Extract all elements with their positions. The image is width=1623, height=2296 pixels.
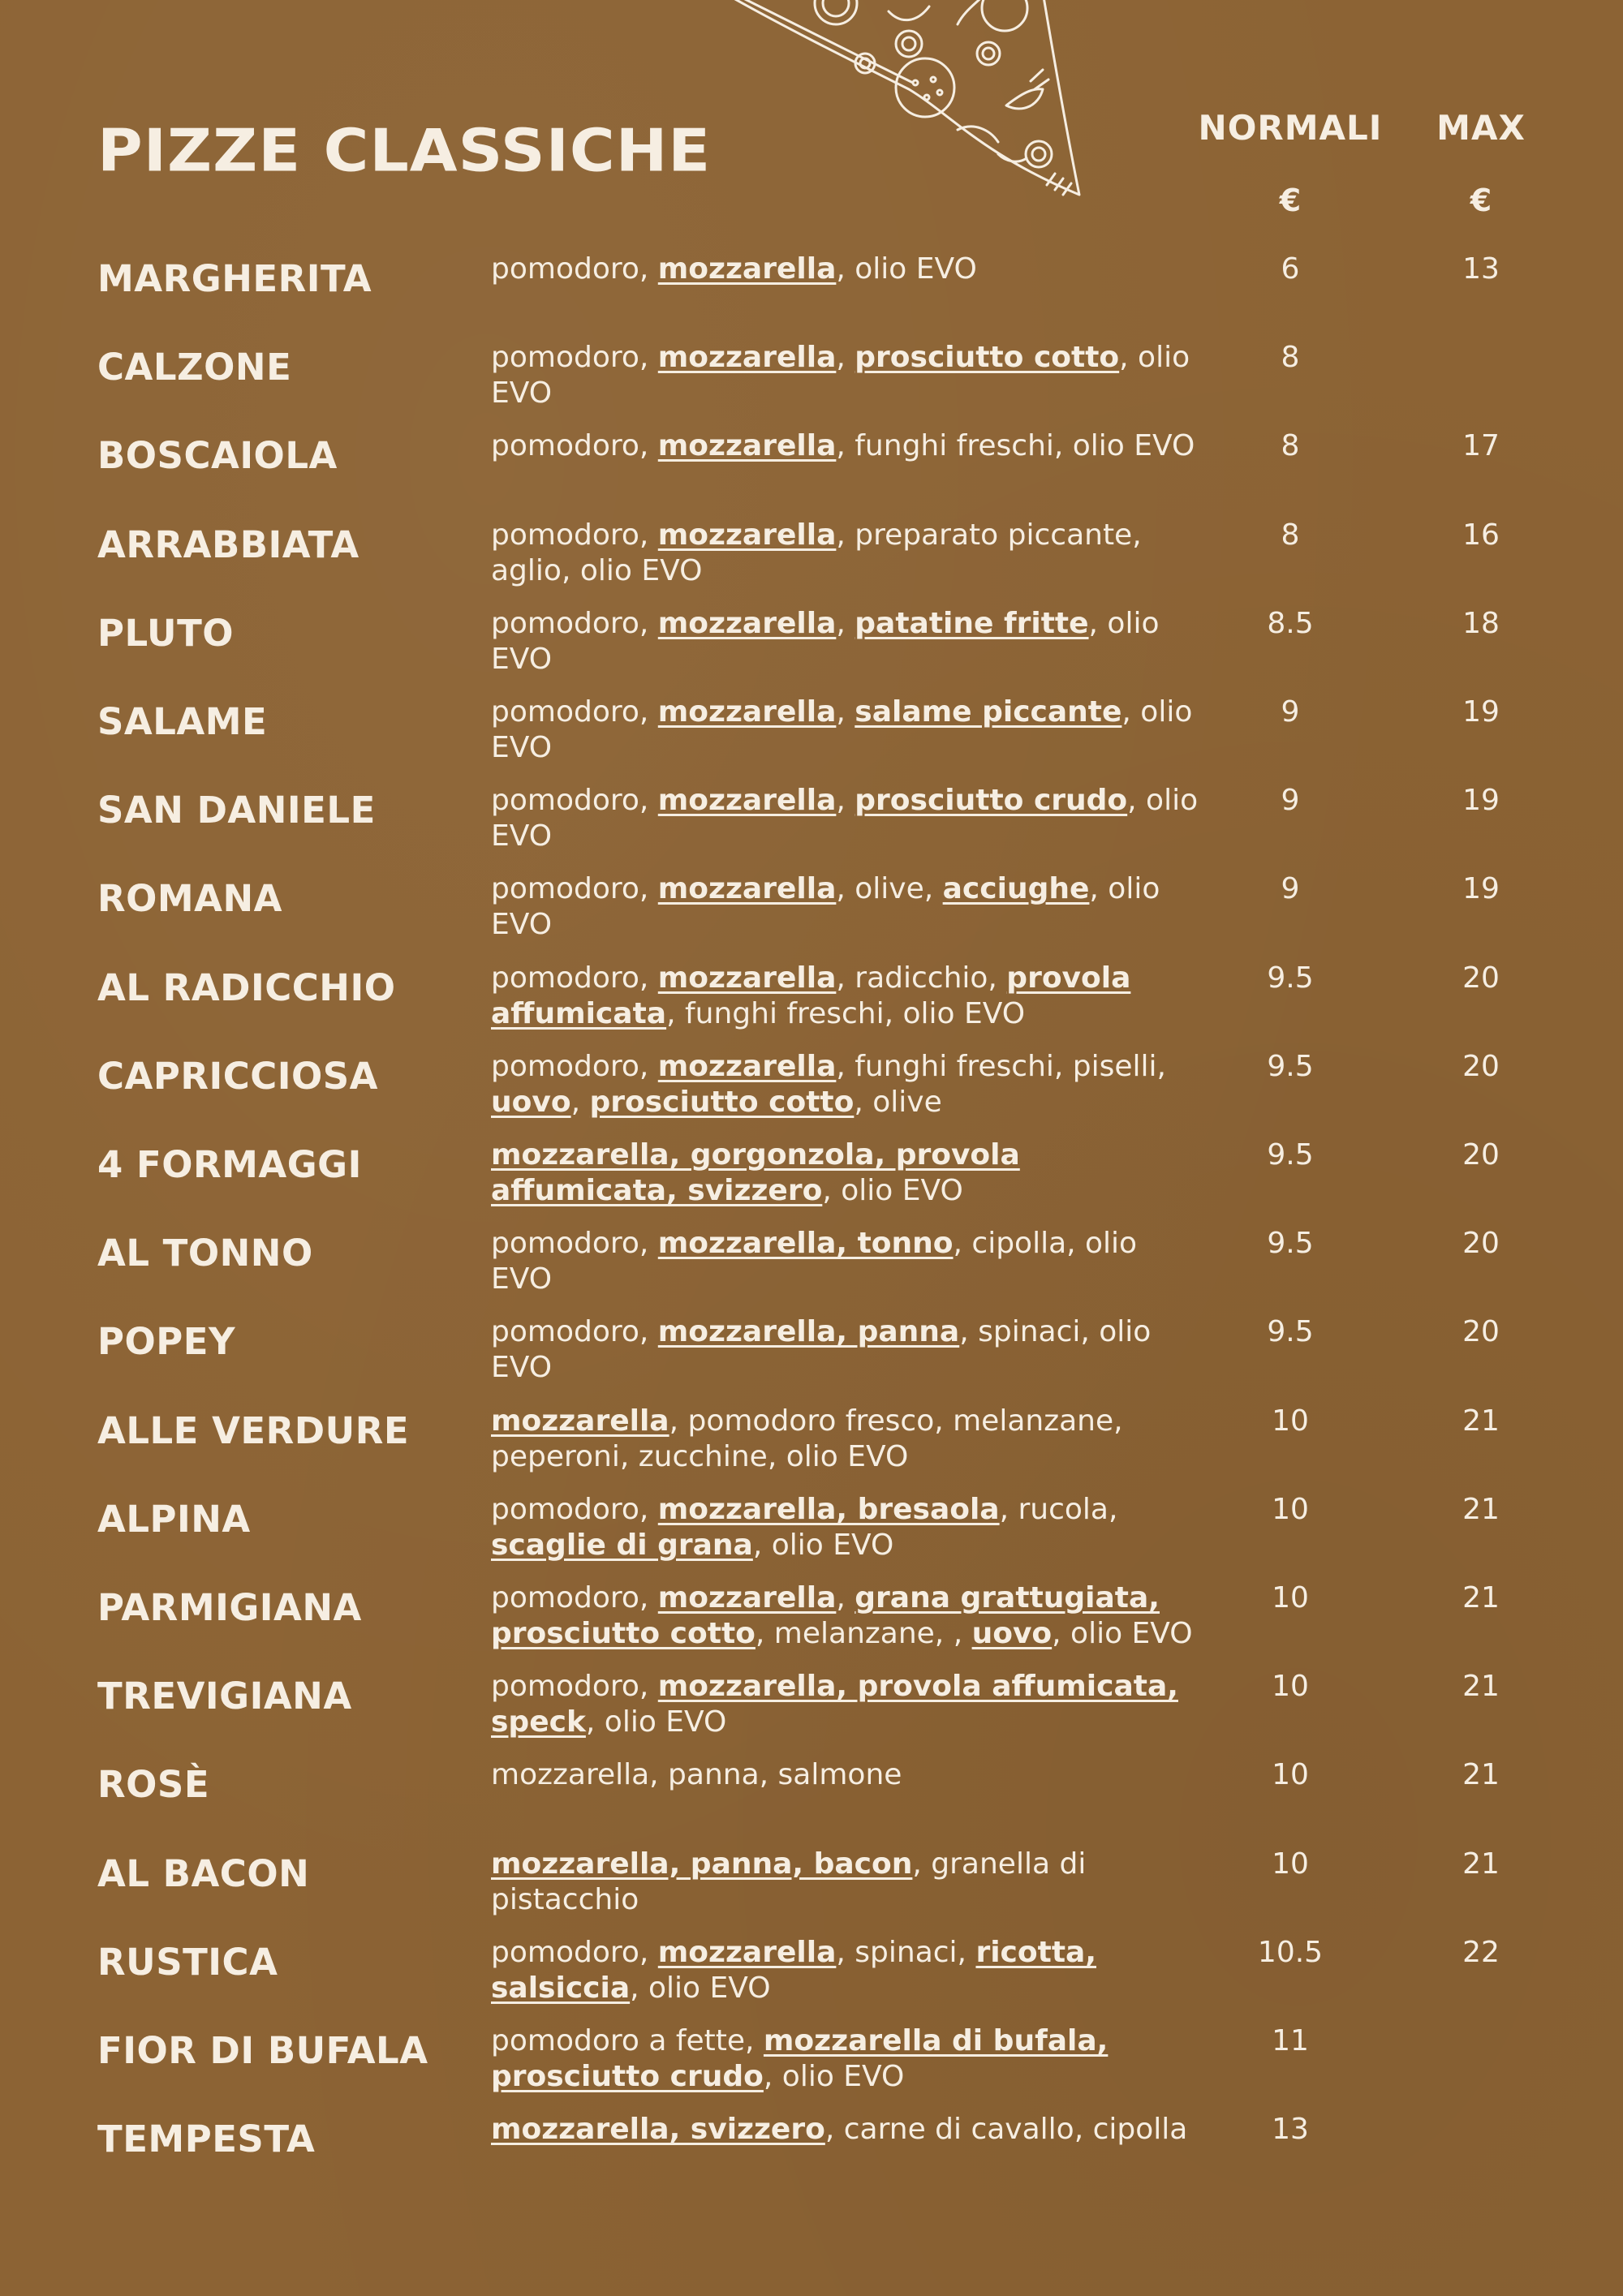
price-normali: 6 <box>1281 252 1300 286</box>
pizza-ingredients <box>491 1226 1205 1297</box>
price-max: 19 <box>1462 872 1500 906</box>
pizza-slice-illustration-icon <box>714 0 1087 203</box>
price-normali: 9.5 <box>1267 1227 1314 1261</box>
price-max: 22 <box>1462 1935 1500 1969</box>
ingredient-text: , <box>836 1581 855 1615</box>
price-normali: 9.5 <box>1267 961 1314 995</box>
highlighted-ingredient: mozzarella <box>657 695 837 729</box>
highlighted-ingredient: mozzarella <box>657 341 837 375</box>
pizza-ingredients <box>491 694 1205 766</box>
pizza-row <box>0 1041 1623 1129</box>
pizza-row <box>0 510 1623 598</box>
price-max: 20 <box>1462 1138 1500 1172</box>
pizza-ingredients <box>491 340 1205 411</box>
ingredient-text: pomodoro, <box>491 1315 658 1349</box>
menu-title: PIZZE CLASSICHE <box>97 115 712 185</box>
ingredient-text: , rucola, <box>999 1492 1118 1526</box>
pizza-row <box>0 1572 1623 1661</box>
pizza-ingredients <box>491 1935 1205 2006</box>
highlighted-ingredient: patatine fritte <box>855 606 1089 640</box>
price-max: 21 <box>1462 1847 1500 1881</box>
pizza-ingredients <box>491 1669 1205 1740</box>
pizza-ingredients <box>491 2023 1205 2095</box>
ingredient-text: , olio EVO <box>491 606 1160 676</box>
ingredient-text: , olio EVO <box>822 1174 963 1207</box>
highlighted-ingredient: mozzarella <box>657 606 837 640</box>
ingredient-text: , <box>836 784 855 818</box>
ingredient-text: pomodoro a fette, <box>491 2024 764 2057</box>
highlighted-ingredient: mozzarella, tonno <box>657 1227 954 1261</box>
ingredient-text: , olio EVO <box>491 872 1160 942</box>
highlighted-ingredient: salame piccante <box>855 695 1122 729</box>
ingredient-text: pomodoro, <box>491 1227 658 1261</box>
pizza-row <box>0 598 1623 686</box>
highlighted-ingredient: mozzarella <box>657 1581 837 1615</box>
pizza-name: ARRABBIATA <box>97 522 359 566</box>
price-normali: 9.5 <box>1267 1138 1314 1172</box>
highlighted-ingredient: uovo <box>971 1617 1053 1650</box>
pizza-ingredients <box>491 1757 1205 1793</box>
ingredient-text: , <box>836 695 855 729</box>
pizza-row <box>0 1661 1623 1749</box>
highlighted-ingredient: mozzarella <box>657 784 837 818</box>
pizza-row <box>0 952 1623 1041</box>
pizza-ingredients <box>491 606 1205 677</box>
price-normali: 13 <box>1272 2113 1309 2147</box>
pizza-row <box>0 1838 1623 1927</box>
pizza-ingredients <box>491 2112 1205 2148</box>
column-header-normali: NORMALI <box>1198 108 1383 148</box>
pizza-ingredients <box>491 252 1205 287</box>
ingredient-text: , olio EVO <box>630 1971 771 2005</box>
highlighted-ingredient: mozzarella <box>657 872 837 906</box>
price-normali: 9 <box>1281 784 1300 818</box>
price-normali: 10 <box>1272 1758 1309 1792</box>
pizza-name: FIOR DI BUFALA <box>97 2029 428 2072</box>
pizza-row <box>0 863 1623 952</box>
ingredient-text: pomodoro, <box>491 1581 658 1615</box>
ingredient-text: pomodoro, <box>491 1049 658 1083</box>
ingredient-text: , olio EVO <box>491 784 1199 853</box>
highlighted-ingredient: grana grattugiata, prosciutto cotto <box>491 1581 1160 1650</box>
highlighted-ingredient: mozzarella, panna <box>657 1315 960 1349</box>
pizza-name: PARMIGIANA <box>97 1586 362 1629</box>
ingredient-text: , <box>570 1085 590 1119</box>
highlighted-ingredient: mozzarella <box>657 429 837 463</box>
pizza-row <box>0 420 1623 509</box>
pizza-ingredients <box>491 1137 1205 1209</box>
pizza-row <box>0 1927 1623 2015</box>
pizza-name: TREVIGIANA <box>97 1675 352 1718</box>
ingredient-text: , olio EVO <box>1052 1617 1193 1650</box>
ingredient-text: , carne di cavallo, cipolla <box>824 2113 1188 2147</box>
pizza-name: CALZONE <box>97 346 292 389</box>
pizza-row <box>0 2104 1623 2192</box>
highlighted-ingredient: prosciutto cotto <box>589 1085 855 1119</box>
ingredient-text: pomodoro, <box>491 1670 658 1704</box>
price-normali: 10.5 <box>1257 1935 1324 1969</box>
price-normali: 8 <box>1281 429 1300 463</box>
highlighted-ingredient: mozzarella di bufala, prosciutto crudo <box>491 2024 1109 2093</box>
ingredient-text: mozzarella, panna, salmone <box>491 1758 902 1792</box>
pizza-ingredients <box>491 1314 1205 1386</box>
price-normali: 9.5 <box>1267 1049 1314 1083</box>
price-normali: 8 <box>1281 518 1300 552</box>
ingredient-text: pomodoro, <box>491 429 658 463</box>
highlighted-ingredient: mozzarella <box>491 1404 669 1438</box>
ingredient-text: pomodoro, <box>491 961 658 995</box>
price-normali: 11 <box>1272 2024 1309 2057</box>
price-max: 21 <box>1462 1492 1500 1526</box>
pizza-ingredients <box>491 783 1205 854</box>
pizza-ingredients <box>491 1404 1205 1475</box>
pizza-name: RUSTICA <box>97 1940 278 1984</box>
highlighted-ingredient: mozzarella, svizzero <box>491 2113 825 2147</box>
pizza-name: AL TONNO <box>97 1232 313 1275</box>
pizza-name: CAPRICCIOSA <box>97 1054 379 1098</box>
highlighted-ingredient: mozzarella <box>657 1935 837 1969</box>
pizza-row <box>0 1749 1623 1838</box>
ingredient-text: , olive <box>854 1085 942 1119</box>
pizza-name: ROMANA <box>97 877 282 921</box>
pizza-ingredients <box>491 1580 1205 1652</box>
price-normali: 10 <box>1272 1492 1309 1526</box>
pizza-name: ALLE VERDURE <box>97 1408 410 1452</box>
ingredient-text: , funghi freschi, olio EVO <box>666 996 1026 1030</box>
pizza-row <box>0 243 1623 332</box>
pizza-ingredients <box>491 1847 1205 1918</box>
highlighted-ingredient: scaglie di grana <box>491 1528 753 1562</box>
ingredient-text: , spinaci, olio EVO <box>491 1315 1152 1385</box>
price-normali: 10 <box>1272 1404 1309 1438</box>
ingredient-text: pomodoro, <box>491 606 658 640</box>
price-max: 18 <box>1462 606 1500 640</box>
ingredient-text: , pomodoro fresco, melanzane, peperoni, zucchine, olio EVO <box>491 1404 1123 1473</box>
price-max: 17 <box>1462 429 1500 463</box>
column-header-max: MAX <box>1436 108 1526 148</box>
price-normali: 10 <box>1272 1581 1309 1615</box>
highlighted-ingredient: prosciutto cotto <box>855 341 1120 375</box>
pizza-name: 4 FORMAGGI <box>97 1143 362 1186</box>
pizza-name: SALAME <box>97 700 268 743</box>
ingredient-text: , spinaci, <box>836 1935 976 1969</box>
ingredient-text: , radicchio, <box>836 961 1007 995</box>
ingredient-text: , <box>836 341 855 375</box>
pizza-name: MARGHERITA <box>97 257 372 300</box>
price-max: 13 <box>1462 252 1500 286</box>
ingredient-text: , melanzane, , <box>755 1617 972 1650</box>
ingredient-text: pomodoro, <box>491 518 658 552</box>
currency-max: € <box>1470 183 1492 218</box>
price-max: 20 <box>1462 1227 1500 1261</box>
ingredient-text: , funghi freschi, olio EVO <box>836 429 1195 463</box>
ingredient-text: , <box>836 606 855 640</box>
ingredient-text: , olio EVO <box>752 1528 894 1562</box>
pizza-row <box>0 1395 1623 1484</box>
price-max: 21 <box>1462 1404 1500 1438</box>
price-max: 16 <box>1462 518 1500 552</box>
pizza-ingredients <box>491 1049 1205 1120</box>
ingredient-text: , preparato piccante, aglio, olio EVO <box>491 518 1142 587</box>
highlighted-ingredient: mozzarella <box>657 1049 837 1083</box>
ingredient-text: pomodoro, <box>491 1935 658 1969</box>
pizza-row <box>0 1129 1623 1218</box>
price-max: 19 <box>1462 784 1500 818</box>
pizza-name: SAN DANIELE <box>97 789 376 832</box>
pizza-name: AL BACON <box>97 1851 310 1895</box>
ingredient-text: pomodoro, <box>491 872 658 906</box>
price-max: 20 <box>1462 1049 1500 1083</box>
ingredient-text: , olio EVO <box>763 2060 905 2093</box>
highlighted-ingredient: prosciutto crudo <box>855 784 1128 818</box>
highlighted-ingredient: mozzarella <box>657 961 837 995</box>
currency-normali: € <box>1279 183 1302 218</box>
pizza-ingredients <box>491 518 1205 589</box>
pizza-name: ALPINA <box>97 1497 251 1541</box>
highlighted-ingredient: mozzarella <box>657 252 837 286</box>
pizza-name: POPEY <box>97 1320 236 1364</box>
highlighted-ingredient: uovo <box>491 1085 571 1119</box>
ingredient-text: , cipolla, olio EVO <box>491 1227 1138 1296</box>
price-max: 21 <box>1462 1758 1500 1792</box>
highlighted-ingredient: provola affumicata <box>491 961 1131 1030</box>
pizza-name: AL RADICCHIO <box>97 965 396 1009</box>
ingredient-text: , olio EVO <box>836 252 977 286</box>
price-normali: 8.5 <box>1267 606 1314 640</box>
ingredient-text: pomodoro, <box>491 252 658 286</box>
pizza-ingredients <box>491 1492 1205 1563</box>
pizza-row <box>0 2015 1623 2104</box>
price-max: 20 <box>1462 961 1500 995</box>
pizza-row <box>0 775 1623 863</box>
ingredient-text: , olio EVO <box>491 341 1190 411</box>
price-max: 19 <box>1462 695 1500 729</box>
ingredient-text: pomodoro, <box>491 1492 658 1526</box>
price-max: 21 <box>1462 1581 1500 1615</box>
price-normali: 10 <box>1272 1847 1309 1881</box>
pizza-row <box>0 686 1623 775</box>
highlighted-ingredient: acciughe <box>942 872 1090 906</box>
pizza-ingredients <box>491 871 1205 943</box>
ingredient-text: , funghi freschi, piselli, <box>836 1049 1166 1083</box>
price-normali: 9 <box>1281 872 1300 906</box>
price-normali: 10 <box>1272 1670 1309 1704</box>
highlighted-ingredient: mozzarella, provola affumicata, speck <box>491 1670 1178 1739</box>
highlighted-ingredient: mozzarella <box>657 518 837 552</box>
highlighted-ingredient: mozzarella, gorgonzola, provola affumicata, svizzero <box>491 1138 1020 1207</box>
ingredient-text: pomodoro, <box>491 784 658 818</box>
highlighted-ingredient: mozzarella, bresaola <box>657 1492 1000 1526</box>
ingredient-text: , olio EVO <box>491 695 1193 764</box>
price-max: 20 <box>1462 1315 1500 1349</box>
pizza-ingredients <box>491 428 1205 464</box>
highlighted-ingredient: mozzarella, panna, bacon <box>491 1847 913 1881</box>
pizza-name: PLUTO <box>97 611 235 655</box>
pizza-name: BOSCAIOLA <box>97 434 338 478</box>
pizza-row <box>0 1306 1623 1395</box>
ingredient-text: pomodoro, <box>491 341 658 375</box>
pizza-row <box>0 1218 1623 1306</box>
price-max: 21 <box>1462 1670 1500 1704</box>
pizza-row <box>0 332 1623 420</box>
pizza-ingredients <box>491 961 1205 1032</box>
ingredient-text: , granella di pistacchio <box>491 1847 1087 1916</box>
ingredient-text: , olio EVO <box>585 1705 727 1739</box>
price-normali: 8 <box>1281 341 1300 375</box>
pizza-row <box>0 1484 1623 1572</box>
pizza-name: TEMPESTA <box>97 2118 316 2161</box>
price-normali: 9.5 <box>1267 1315 1314 1349</box>
ingredient-text: , olive, <box>836 872 943 906</box>
ingredient-text: pomodoro, <box>491 695 658 729</box>
pizza-name: ROSÈ <box>97 1763 210 1807</box>
highlighted-ingredient: ricotta, salsiccia <box>491 1935 1096 2005</box>
price-normali: 9 <box>1281 695 1300 729</box>
